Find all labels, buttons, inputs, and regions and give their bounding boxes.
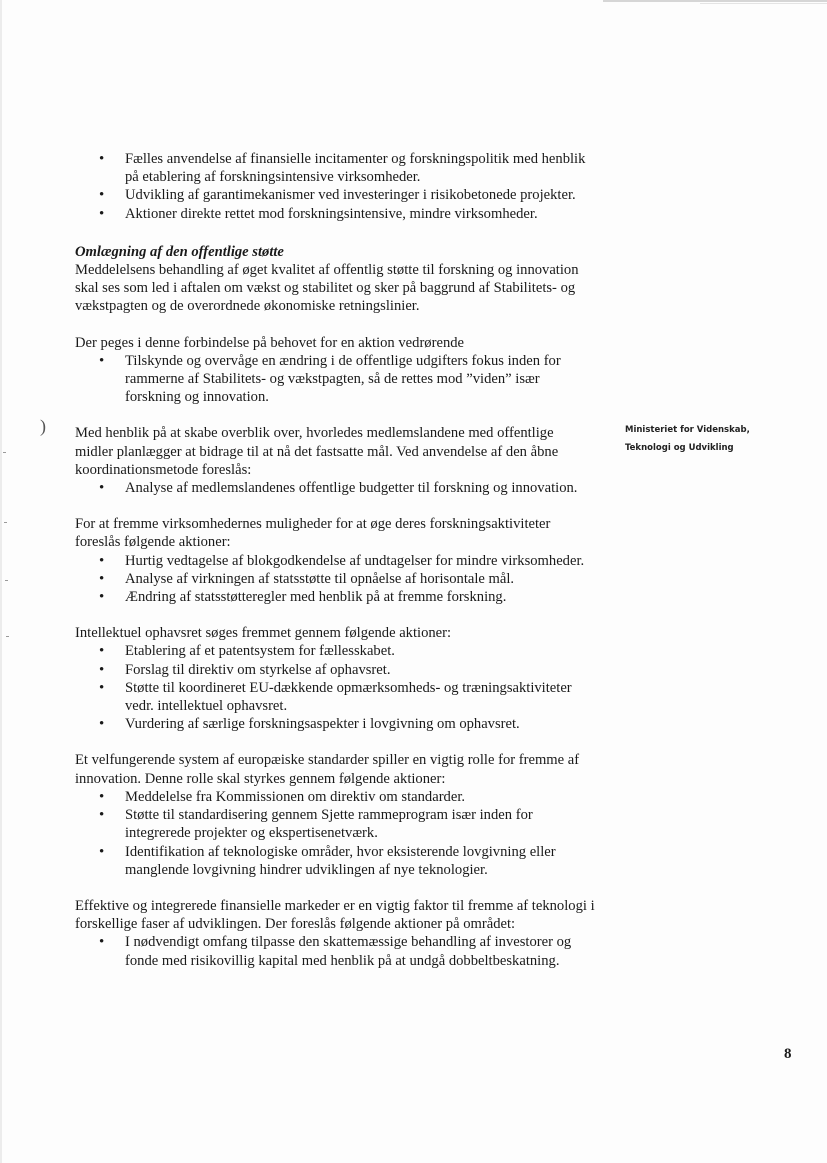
list-item: • Ændring af statsstøtteregler med henblik på at fremme forskning. [75, 588, 595, 606]
bullet-list [75, 788, 595, 879]
list-item: • I nødvendigt omfang tilpasse den skattemæssige behandling af investorer og fonde med risikovillig kapital med henblik på at undgå dobbeltbeskatning. [75, 933, 595, 969]
bullet-list-intro [75, 150, 595, 223]
section-heading: Omlægning af den offentlige støtte [75, 243, 284, 260]
bullet-list [75, 552, 595, 607]
ministry-name-line1: Ministeriet for Videnskab, [625, 425, 750, 435]
list-item: • Forslag til direktiv om styrkelse af ophavsret. [75, 661, 595, 679]
list-item: • Meddelelse fra Kommissionen om direktiv om standarder. [75, 788, 595, 806]
page-number: 8 [784, 1046, 792, 1062]
scan-speck [4, 522, 7, 523]
scan-mark: ) [40, 416, 46, 436]
list-item: • Hurtig vedtagelse af blokgodkendelse af undtagelser for mindre virksomheder. [75, 552, 595, 570]
paragraph: For at fremme virksomhedernes muligheder for at øge deres forskningsaktiviteter foreslås følgende aktioner: [75, 516, 551, 551]
list-item: • Tilskynde og overvåge en ændring i de offentlige udgifters fokus inden for rammerne af Stabilitets- og vækstpagten, så de rettes mod ”viden” især forskning og innovation. [75, 352, 595, 407]
paragraph: Et velfungerende system af europæiske standarder spiller en vigtig rolle for fremme af innovation. Denne rolle skal styrkes gennem følgende aktioner: [75, 752, 580, 787]
list-item: • Støtte til koordineret EU-dækkende opmærksomheds- og træningsaktiviteter vedr. intellektuel ophavsret. [75, 679, 595, 715]
paragraph: Meddelelsens behandling af øget kvalitet af offentlig støtte til forskning og innovation skal ses som led i aftalen om vækst og stabilitet og sker på baggrund af Stabilitets- og vækstpagten og de overordnede økonomiske retningslinier. [75, 262, 579, 315]
list-item: • Etablering af et patentsystem for fællesskabet. [75, 642, 595, 660]
list-item: • Aktioner direkte rettet mod forskningsintensive, mindre virksomheder. [75, 205, 595, 223]
scan-edge-line [700, 3, 827, 4]
list-item: • Udvikling af garantimekanismer ved investeringer i risikobetonede projekter. [75, 186, 595, 204]
scan-speck [6, 636, 9, 637]
list-item: • Støtte til standardisering gennem Sjette rammeprogram især inden for integrerede projekter og ekspertisenetværk. [75, 806, 595, 842]
list-item: • Vurdering af særlige forskningsaspekter i lovgivning om ophavsret. [75, 715, 595, 733]
block-3 [75, 424, 595, 497]
bullet-list [75, 352, 595, 407]
bullet-list [75, 479, 595, 497]
list-item: • Identifikation af teknologiske områder, hvor eksisterende lovgivning eller manglende lovgivning hindrer udviklingen af nye teknologier. [75, 843, 595, 879]
paragraph: Med henblik på at skabe overblik over, hvorledes medlemslandene med offentlige midler planlægger at bidrage til at nå det fastsatte mål. Ved anvendelse af den åbne koordinationsmetode foreslås: [75, 425, 559, 478]
ministry-sidebar-label [625, 421, 825, 457]
ministry-name-line2: Teknologi og Udvikling [625, 443, 734, 453]
block-4 [75, 515, 595, 606]
list-item: • Analyse af medlemslandenes offentlige budgetter til forskning og innovation. [75, 479, 595, 497]
block-5 [75, 624, 595, 733]
paragraph: Effektive og integrerede finansielle markeder er en vigtig faktor til fremme af teknologi i forskellige faser af udviklingen. Der foreslås følgende aktioner på området: [75, 897, 595, 933]
scan-edge-line [603, 0, 827, 2]
document-body [75, 150, 595, 970]
block-6 [75, 751, 595, 878]
scan-speck [5, 580, 8, 581]
section-support [75, 243, 595, 316]
list-item: • Fælles anvendelse af finansielle incitamenter og forskningspolitik med henblik på etablering af forskningsintensive virksomheder. [75, 150, 595, 186]
block-7 [75, 897, 595, 970]
block-2 [75, 334, 595, 407]
scan-left-edge [0, 0, 2, 1163]
paragraph: Intellektuel ophavsret søges fremmet gennem følgende aktioner: [75, 625, 452, 642]
scan-speck [3, 452, 6, 453]
paragraph: Der peges i denne forbindelse på behovet for en aktion vedrørende [75, 334, 465, 351]
bullet-list [75, 642, 595, 733]
list-item: • Analyse af virkningen af statsstøtte til opnåelse af horisontale mål. [75, 570, 595, 588]
bullet-list [75, 933, 595, 969]
